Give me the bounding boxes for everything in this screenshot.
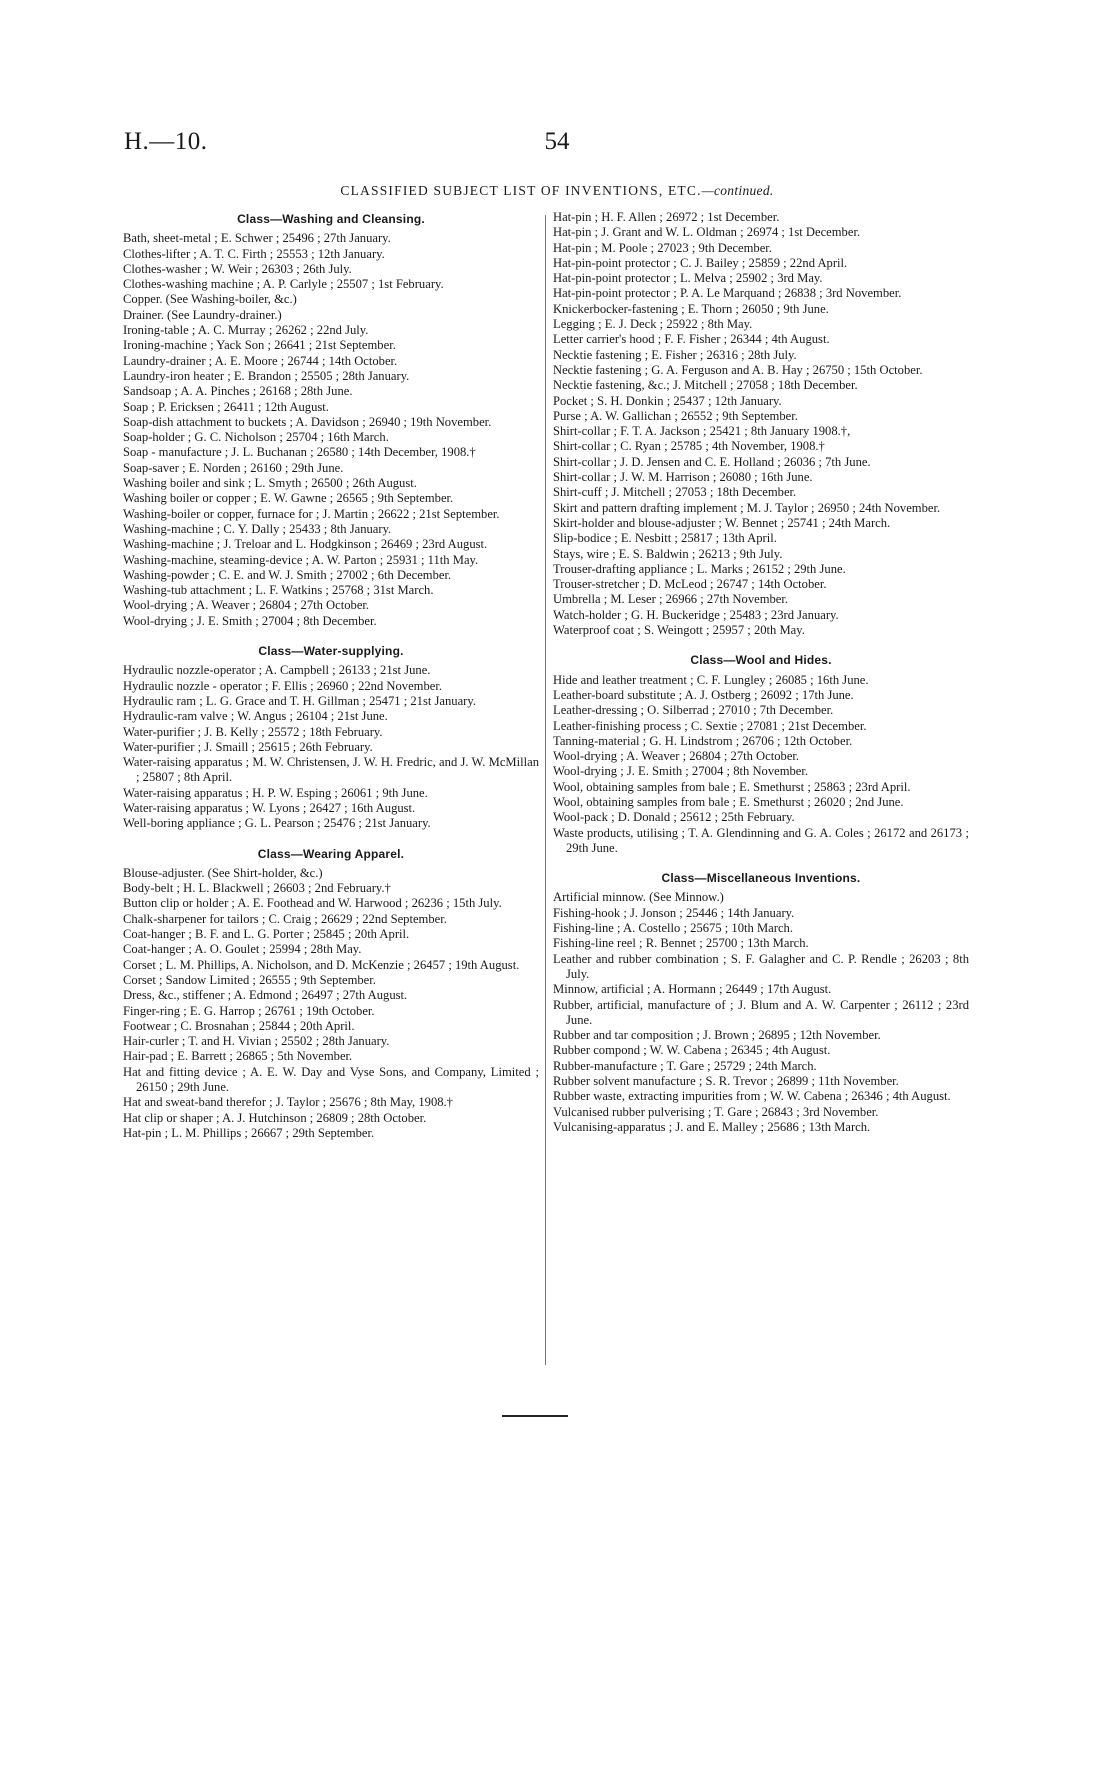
invention-entry: Hat and sweat-band therefor ; J. Taylor ; 25676 ; 8th May, 1908.†	[123, 1095, 453, 1110]
invention-entry: Washing-boiler or copper, furnace for ; J. Martin ; 26622 ; 21st September.	[123, 506, 500, 521]
invention-entry: Blouse-adjuster. (See Shirt-holder, &c.)	[123, 865, 323, 880]
invention-entry: Soap ; P. Ericksen ; 26411 ; 12th August.	[123, 399, 329, 414]
invention-entry: Soap-holder ; G. C. Nicholson ; 25704 ; 16th March.	[123, 430, 389, 445]
invention-entry: Minnow, artificial ; A. Hormann ; 26449 ; 17th August.	[553, 982, 832, 997]
invention-entry: Shirt-collar ; C. Ryan ; 25785 ; 4th November, 1908.†	[553, 439, 825, 454]
invention-entry: Soap-dish attachment to buckets ; A. Davidson ; 26940 ; 19th November.	[123, 414, 492, 429]
invention-entry: Corset ; L. M. Phillips, A. Nicholson, and D. McKenzie ; 26457 ; 19th August.	[123, 957, 520, 972]
page-ref: H.—10.	[124, 128, 208, 155]
invention-entry: Washing-powder ; C. E. and W. J. Smith ; 27002 ; 6th December.	[123, 567, 452, 582]
invention-entry: Soap - manufacture ; J. L. Buchanan ; 26580 ; 14th December, 1908.†	[123, 445, 476, 460]
section-heading: Class—Miscellaneous Inventions.	[661, 871, 861, 886]
invention-entry: Shirt-collar ; F. T. A. Jackson ; 25421 ; 8th January 1908.†,	[553, 424, 851, 439]
class-section	[553, 210, 969, 638]
invention-entry: Hat and fitting device ; A. E. W. Day and Vyse Sons, and Company, Limited ; 26150 ; 29th June.	[123, 1064, 539, 1095]
class-section	[123, 212, 539, 629]
invention-entry: Water-raising apparatus ; M. W. Christensen, J. W. H. Fredric, and J. W. McMillan ; 25807 ; 8th April.	[123, 755, 539, 785]
invention-entry: Coat-hanger ; A. O. Goulet ; 25994 ; 28th May.	[123, 942, 362, 957]
invention-entry: Slip-bodice ; E. Nesbitt ; 25817 ; 13th April.	[553, 531, 777, 546]
invention-entry: Watch-holder ; G. H. Buckeridge ; 25483 ; 23rd January.	[553, 607, 839, 622]
class-section	[123, 644, 539, 832]
invention-entry: Washing boiler or copper ; E. W. Gawne ; 26565 ; 9th September.	[123, 491, 454, 506]
invention-entry: Waste products, utilising ; T. A. Glendinning and G. A. Coles ; 26172 and 26173 ; 29th June.	[553, 825, 969, 855]
invention-entry: Necktie fastening, &c.; J. Mitchell ; 27058 ; 18th December.	[553, 378, 858, 393]
list-title-text: CLASSIFIED SUBJECT LIST OF INVENTIONS, ETC.	[340, 183, 702, 198]
invention-entry: Hat-pin ; L. M. Phillips ; 26667 ; 29th September.	[123, 1125, 375, 1140]
invention-entry: Hat-pin ; H. F. Allen ; 26972 ; 1st December.	[553, 210, 780, 224]
invention-entry: Well-boring appliance ; G. L. Pearson ; 25476 ; 21st January.	[123, 816, 431, 831]
invention-entry: Skirt and pattern drafting implement ; M. J. Taylor ; 26950 ; 24th November.	[553, 500, 941, 515]
invention-entry: Coat-hanger ; B. F. and L. G. Porter ; 25845 ; 20th April.	[123, 927, 410, 942]
invention-entry: Hat-pin-point protector ; L. Melva ; 25902 ; 3rd May.	[553, 271, 823, 286]
invention-entry: Vulcanising-apparatus ; J. and E. Malley ; 25686 ; 13th March.	[553, 1119, 871, 1134]
invention-entry: Leather-finishing process ; C. Sextie ; 27081 ; 21st December.	[553, 718, 867, 733]
right-column	[553, 210, 969, 1150]
class-section	[553, 653, 969, 856]
invention-entry: Ironing-machine ; Yack Son ; 26641 ; 21st September.	[123, 338, 396, 353]
invention-entry: Rubber solvent manufacture ; S. R. Trevor ; 26899 ; 11th November.	[553, 1074, 899, 1089]
invention-entry: Rubber, artificial, manufacture of ; J. Blum and A. W. Carpenter ; 26112 ; 23rd June.	[553, 997, 969, 1027]
invention-entry: Waterproof coat ; S. Weingott ; 25957 ; 20th May.	[553, 623, 805, 638]
invention-entry: Washing-machine ; C. Y. Dally ; 25433 ; 8th January.	[123, 521, 392, 536]
invention-entry: Clothes-lifter ; A. T. C. Firth ; 25553 ; 12th January.	[123, 246, 385, 261]
invention-entry: Washing-machine ; J. Treloar and L. Hodgkinson ; 26469 ; 23rd August.	[123, 537, 488, 552]
invention-entry: Sandsoap ; A. A. Pinches ; 26168 ; 28th June.	[123, 384, 353, 399]
footer-rule	[502, 1415, 568, 1417]
invention-entry: Wool-drying ; J. E. Smith ; 27004 ; 8th December.	[123, 613, 377, 628]
invention-entry: Hat-pin-point protector ; P. A. Le Marquand ; 26838 ; 3rd November.	[553, 286, 902, 301]
list-title	[0, 183, 1114, 199]
invention-entry: Laundry-iron heater ; E. Brandon ; 25505 ; 28th January.	[123, 368, 410, 383]
invention-entry: Pocket ; S. H. Donkin ; 25437 ; 12th January.	[553, 393, 782, 408]
invention-entry: Drainer. (See Laundry-drainer.)	[123, 307, 282, 322]
invention-entry: Fishing-hook ; J. Jonson ; 25446 ; 14th January.	[553, 905, 795, 920]
invention-entry: Leather-board substitute ; A. J. Ostberg ; 26092 ; 17th June.	[553, 687, 854, 702]
invention-entry: Shirt-cuff ; J. Mitchell ; 27053 ; 18th December.	[553, 485, 797, 500]
section-heading: Class—Wearing Apparel.	[257, 846, 405, 861]
invention-entry: Water-raising apparatus ; H. P. W. Esping ; 26061 ; 9th June.	[123, 785, 428, 800]
invention-entry: Leather and rubber combination ; S. F. Galagher and C. P. Rendle ; 26203 ; 8th July.	[553, 951, 969, 981]
invention-entry: Necktie fastening ; G. A. Ferguson and A. B. Hay ; 26750 ; 15th October.	[553, 362, 923, 377]
invention-entry: Dress, &c., stiffener ; A. Edmond ; 26497 ; 27th August.	[123, 988, 408, 1003]
invention-entry: Necktie fastening ; E. Fisher ; 26316 ; 28th July.	[553, 347, 797, 362]
invention-entry: Hydraulic ram ; L. G. Grace and T. H. Gillman ; 25471 ; 21st January.	[123, 693, 477, 708]
invention-entry: Shirt-collar ; J. W. M. Harrison ; 26080 ; 16th June.	[553, 470, 813, 485]
invention-entry: Hat clip or shaper ; A. J. Hutchinson ; 26809 ; 28th October.	[123, 1110, 427, 1125]
invention-entry: Hide and leather treatment ; C. F. Lungley ; 26085 ; 16th June.	[553, 672, 869, 687]
invention-entry: Hair-pad ; E. Barrett ; 26865 ; 5th November.	[123, 1049, 353, 1064]
invention-entry: Knickerbocker-fastening ; E. Thorn ; 26050 ; 9th June.	[553, 301, 829, 316]
invention-entry: Clothes-washer ; W. Weir ; 26303 ; 26th July.	[123, 261, 352, 276]
invention-entry: Fishing-line ; A. Costello ; 25675 ; 10th March.	[553, 921, 793, 936]
invention-entry: Laundry-drainer ; A. E. Moore ; 26744 ; 14th October.	[123, 353, 398, 368]
invention-entry: Umbrella ; M. Leser ; 26966 ; 27th November.	[553, 592, 789, 607]
invention-entry: Rubber and tar composition ; J. Brown ; 26895 ; 12th November.	[553, 1028, 881, 1043]
invention-entry: Water-purifier ; J. Smaill ; 25615 ; 26th February.	[123, 739, 373, 754]
invention-entry: Vulcanised rubber pulverising ; T. Gare ; 26843 ; 3rd November.	[553, 1104, 879, 1119]
invention-entry: Chalk-sharpener for tailors ; C. Craig ; 26629 ; 22nd September.	[123, 911, 447, 926]
page-number: 54	[544, 128, 570, 155]
invention-entry: Wool-drying ; J. E. Smith ; 27004 ; 8th November.	[553, 764, 809, 779]
class-section	[123, 847, 539, 1142]
section-heading: Class—Washing and Cleansing.	[237, 212, 425, 226]
invention-entry: Legging ; E. J. Deck ; 25922 ; 8th May.	[553, 317, 753, 332]
invention-entry: Soap-saver ; E. Norden ; 26160 ; 29th June.	[123, 460, 344, 475]
invention-entry: Rubber compond ; W. W. Cabena ; 26345 ; 4th August.	[553, 1043, 831, 1058]
invention-entry: Washing-tub attachment ; L. F. Watkins ; 25768 ; 31st March.	[123, 583, 434, 598]
invention-entry: Corset ; Sandow Limited ; 26555 ; 9th September.	[123, 972, 376, 987]
invention-entry: Washing-machine, steaming-device ; A. W. Parton ; 25931 ; 11th May.	[123, 552, 479, 567]
invention-entry: Purse ; A. W. Gallichan ; 26552 ; 9th September.	[553, 408, 798, 423]
invention-entry: Clothes-washing machine ; A. P. Carlyle ; 25507 ; 1st February.	[123, 277, 444, 292]
invention-entry: Hat-pin-point protector ; C. J. Bailey ; 25859 ; 22nd April.	[553, 255, 848, 270]
invention-entry: Wool, obtaining samples from bale ; E. Smethurst ; 26020 ; 2nd June.	[553, 794, 904, 809]
invention-entry: Trouser-stretcher ; D. McLeod ; 26747 ; 14th October.	[553, 577, 827, 592]
invention-entry: Button clip or holder ; A. E. Foothead and W. Harwood ; 26236 ; 15th July.	[123, 896, 502, 911]
invention-entry: Water-purifier ; J. B. Kelly ; 25572 ; 18th February.	[123, 724, 383, 739]
column-divider	[545, 215, 546, 1365]
invention-entry: Bath, sheet-metal ; E. Schwer ; 25496 ; 27th January.	[123, 231, 391, 246]
invention-entry: Rubber-manufacture ; T. Gare ; 25729 ; 24th March.	[553, 1058, 817, 1073]
list-title-continued: —continued.	[701, 183, 774, 198]
invention-entry: Footwear ; C. Brosnahan ; 25844 ; 20th April.	[123, 1018, 355, 1033]
invention-entry: Letter carrier's hood ; F. F. Fisher ; 26344 ; 4th August.	[553, 332, 830, 347]
invention-entry: Wool-drying ; A. Weaver ; 26804 ; 27th October.	[123, 598, 370, 613]
invention-entry: Shirt-collar ; J. D. Jensen and C. E. Holland ; 26036 ; 7th June.	[553, 454, 871, 469]
invention-entry: Finger-ring ; E. G. Harrop ; 26761 ; 19th October.	[123, 1003, 375, 1018]
invention-entry: Water-raising apparatus ; W. Lyons ; 26427 ; 16th August.	[123, 800, 416, 815]
invention-entry: Rubber waste, extracting impurities from ; W. W. Cabena ; 26346 ; 4th August.	[553, 1089, 951, 1104]
invention-entry: Hydraulic nozzle - operator ; F. Ellis ; 26960 ; 22nd November.	[123, 678, 443, 693]
invention-entry: Wool, obtaining samples from bale ; E. Smethurst ; 25863 ; 23rd April.	[553, 779, 911, 794]
invention-entry: Washing boiler and sink ; L. Smyth ; 26500 ; 26th August.	[123, 476, 417, 491]
invention-entry: Trouser-drafting appliance ; L. Marks ; 26152 ; 29th June.	[553, 561, 846, 576]
invention-entry: Body-belt ; H. L. Blackwell ; 26603 ; 2nd February.†	[123, 881, 391, 896]
section-heading: Class—Wool and Hides.	[690, 653, 832, 668]
class-section	[553, 871, 969, 1135]
invention-entry: Hydraulic-ram valve ; W. Angus ; 26104 ; 21st June.	[123, 709, 388, 724]
left-column	[123, 210, 539, 1156]
invention-entry: Hair-curler ; T. and H. Vivian ; 25502 ; 28th January.	[123, 1034, 390, 1049]
invention-entry: Stays, wire ; E. S. Baldwin ; 26213 ; 9th July.	[553, 546, 783, 561]
section-heading: Class—Water-supplying.	[258, 644, 404, 659]
invention-entry: Wool-drying ; A. Weaver ; 26804 ; 27th October.	[553, 749, 800, 764]
invention-entry: Hat-pin ; J. Grant and W. L. Oldman ; 26974 ; 1st December.	[553, 225, 861, 240]
invention-entry: Skirt-holder and blouse-adjuster ; W. Bennet ; 25741 ; 24th March.	[553, 515, 891, 530]
invention-entry: Fishing-line reel ; R. Bennet ; 25700 ; 13th March.	[553, 936, 809, 951]
invention-entry: Wool-pack ; D. Donald ; 25612 ; 25th February.	[553, 810, 795, 825]
invention-entry: Hydraulic nozzle-operator ; A. Campbell ; 26133 ; 21st June.	[123, 663, 431, 678]
invention-entry: Tanning-material ; G. H. Lindstrom ; 26706 ; 12th October.	[553, 733, 853, 748]
invention-entry: Artificial minnow. (See Minnow.)	[553, 890, 724, 905]
invention-entry: Leather-dressing ; O. Silberrad ; 27010 ; 7th December.	[553, 703, 834, 718]
invention-entry: Hat-pin ; M. Poole ; 27023 ; 9th December.	[553, 240, 772, 255]
invention-entry: Copper. (See Washing-boiler, &c.)	[123, 292, 297, 307]
invention-entry: Ironing-table ; A. C. Murray ; 26262 ; 22nd July.	[123, 323, 369, 338]
